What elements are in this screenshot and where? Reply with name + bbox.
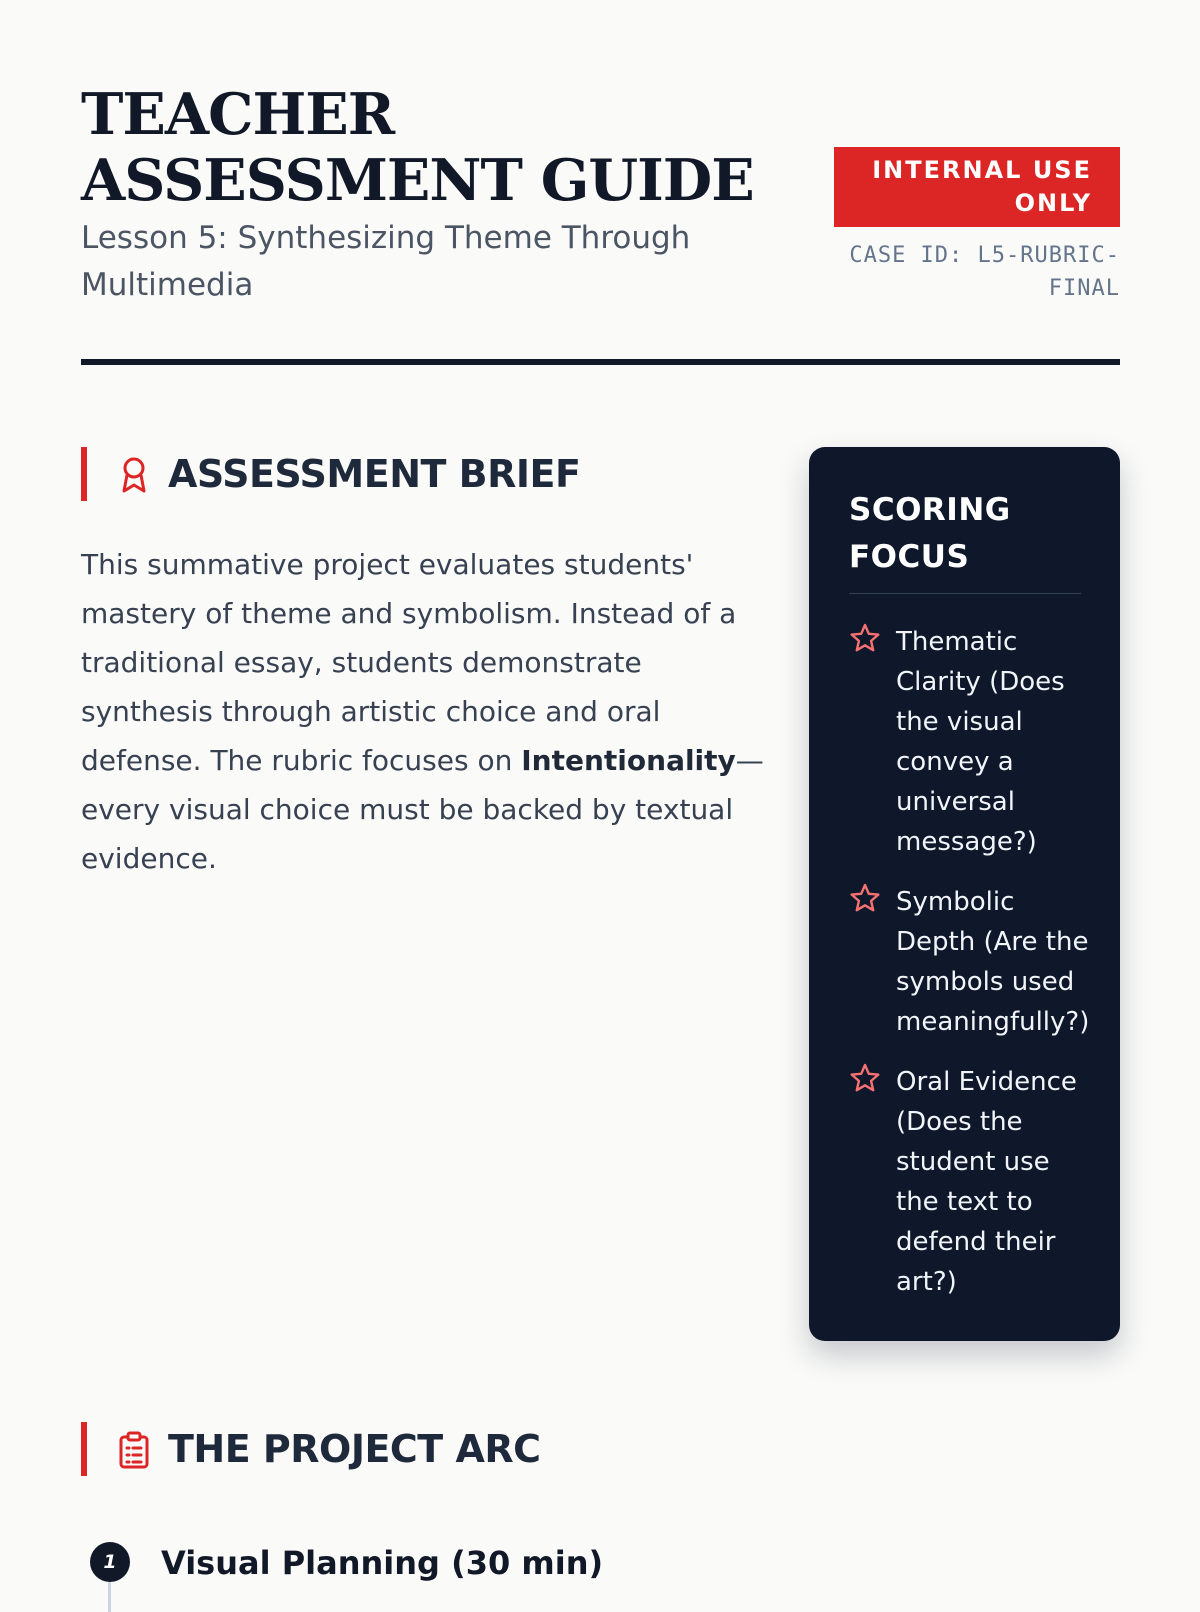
brief-text-end: —every visual choice must be backed by textual evidence. [81,744,764,875]
star-icon [849,882,881,914]
page-title: TEACHER ASSESSMENT GUIDE [81,81,754,214]
section-title: THE PROJECT ARC [168,1427,541,1471]
header-divider [81,359,1120,365]
award-ribbon-icon [117,456,151,494]
header [81,82,1120,312]
section-accent-bar [81,447,87,501]
internal-use-badge: INTERNAL USE ONLY [834,147,1120,227]
brief-text-emphasis: Intentionality [521,744,736,777]
star-icon [849,622,881,654]
assessment-brief-text [81,540,771,883]
assessment-brief-heading [81,447,781,501]
clipboard-list-icon [117,1431,151,1469]
case-id: CASE ID: L5-RUBRIC-FINAL [849,243,1120,301]
brief-text-start: This summative project evaluates students' mastery of theme and symbolism. Instead of a traditional essay, students demonstrate synthesis through artistic choice and oral defense. The rubric focuses on [81,548,737,777]
scoring-focus-text: Symbolic Depth (Are the symbols used meaningfully?) [896,887,1090,1037]
scoring-focus-card [809,447,1120,1341]
star-icon [849,1062,881,1094]
project-arc-heading [81,1422,781,1476]
scoring-focus-text: Thematic Clarity (Does the visual convey a universal message?) [896,627,1065,857]
card-divider [849,593,1081,594]
section-title: ASSESSMENT BRIEF [168,452,581,496]
scoring-focus-title: SCORING FOCUS [849,492,1011,575]
step-title: Visual Planning (30 min) [161,1544,604,1582]
timeline-connector [108,1582,111,1612]
scoring-focus-text: Oral Evidence (Does the student use the text to defend their art?) [896,1067,1077,1297]
step-number-marker: 1 [90,1542,130,1582]
lesson-subtitle: Lesson 5: Synthesizing Theme Through Multimedia [81,220,691,303]
section-accent-bar [81,1422,87,1476]
